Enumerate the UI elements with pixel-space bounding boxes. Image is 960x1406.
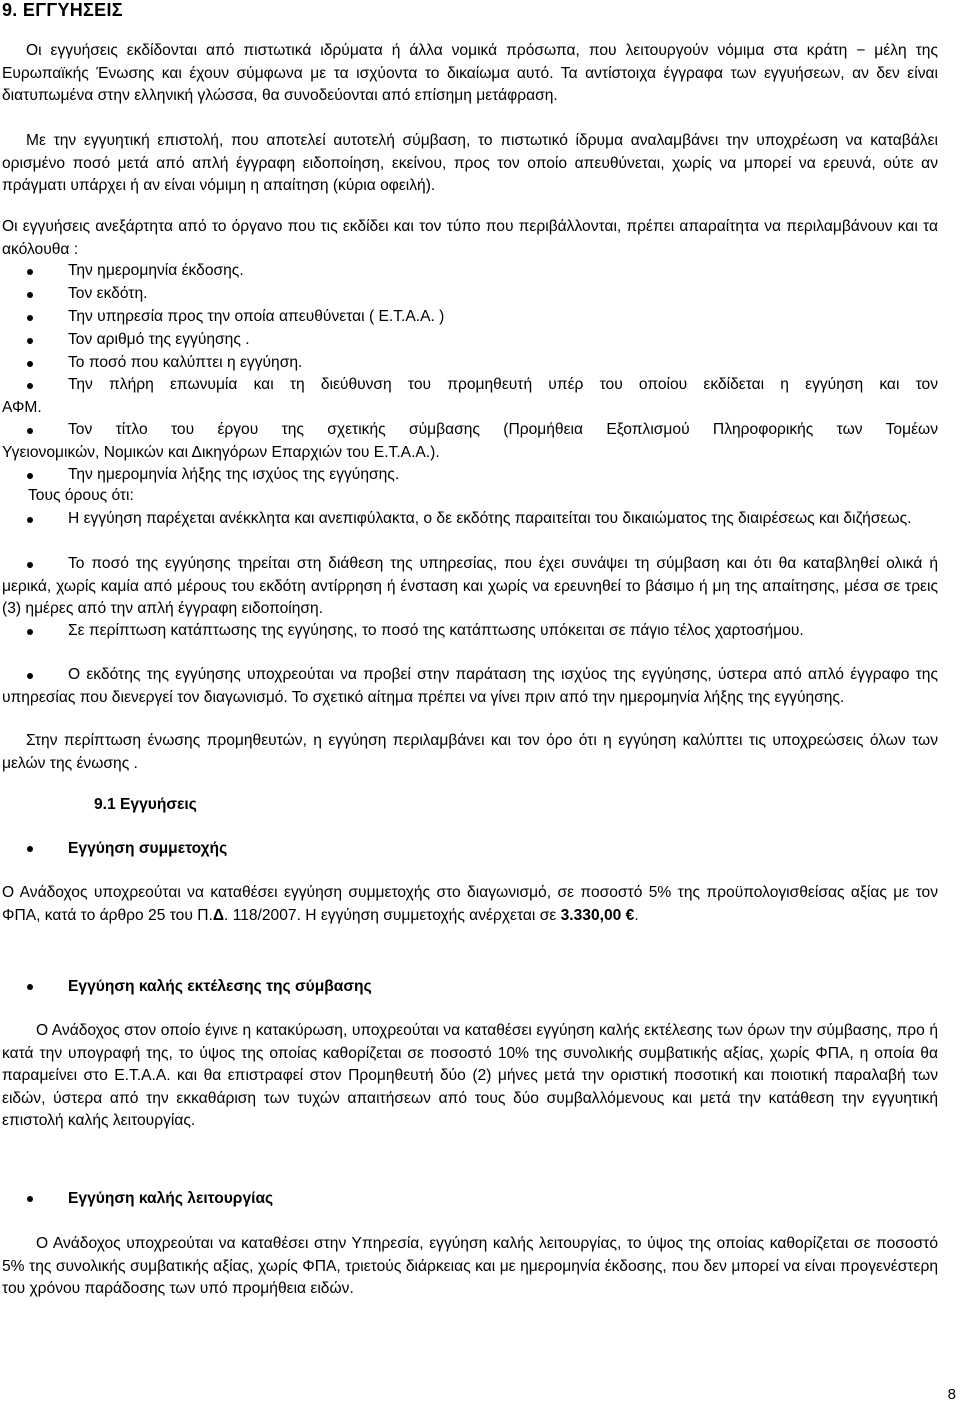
terms-item: Ο εκδότης της εγγύησης υποχρεούται να προβεί στην παράταση της ισχύος της εγγύησης, ύστερα από απλό έγγραφο της υπηρεσίας που διενεργεί τον διαγωνισμό. Το σχετικό αίτημα πρέπει να γίνει πριν από την ημερομηνία λήξης της εγγύησης.: [2, 664, 938, 709]
subsection-heading: 9.1 Εγγυήσεις: [94, 796, 197, 813]
participation-title: Εγγύηση συμμετοχής: [68, 840, 228, 857]
terms-item: Το ποσό της εγγύησης τηρείται στη διάθεση της υπηρεσίας, που έχει συνάψει τη σύμβαση και ότι θα καταβληθεί ολικά ή μερικά, χωρίς καμία από μέρους του εκδότη αντίρρηση ή ένσταση και χωρίς να ερευνηθεί το βάσιμο ή μη της απαίτησης, μέσα σε τρεις (3) ημέρες από την απλή έγγραφη ειδοποίηση.: [2, 553, 938, 621]
bullet-icon: [27, 428, 33, 434]
bullet-icon: [27, 846, 33, 852]
participation-end: .: [634, 906, 639, 924]
terms-item: Σε περίπτωση κατάπτωσης της εγγύησης, το ποσό της κατάπτωσης υπόκειται σε πάγιο τέλος χαρτοσήμου.: [2, 620, 938, 643]
list-item: Την πλήρη επωνυμία και τη διεύθυνση του προμηθευτή υπέρ του οποίου εκδίδεται η εγγύηση και τον: [68, 376, 938, 393]
list-item-continuation: Υγειονομικών, Νομικών και Δικηγόρων Επαρχιών του Ε.Τ.Α.Α.).: [2, 444, 440, 461]
participation-amount: 3.330,00 €: [560, 906, 635, 924]
list-item: Τον αριθμό της εγγύησης .: [2, 329, 938, 352]
list-item: Τον τίτλο του έργου της σχετικής σύμβασης (Προμήθεια Εξοπλισμού Πληροφορικής των Τομέων: [68, 421, 938, 438]
list-item: Τον εκδότη.: [2, 283, 938, 306]
bullet-icon: [27, 383, 33, 389]
operation-paragraph: Ο Ανάδοχος υποχρεούται να καταθέσει στην Υπηρεσία, εγγύηση καλής λειτουργίας, το ύψος της οποίας καθορίζεται σε ποσοστό 5% της συνολικής συμβατικής αξίας, χωρίς ΦΠΑ, τριετούς διάρκειας και με ημερομηνία έκδοσης, που δεν μπορεί να είναι προγενέστερη του χρόνου παράδοσης των υπό προμήθεια ειδών.: [2, 1235, 938, 1298]
list-item: Το ποσό που καλύπτει η εγγύηση.: [2, 352, 938, 375]
intro-paragraph: Οι εγγυήσεις εκδίδονται από πιστωτικά ιδρύματα ή άλλα νομικά πρόσωπα, που λειτουργούν νόμιμα στα κράτη − μέλη της Ευρωπαϊκής Ένωσης και έχουν σύμφωνα με τα ισχύοντα το δικαίωμα αυτό. Τα αντίστοιχα έγγραφα των εγγυήσεων, αν δεν είναι διατυπωμένα στην ελληνική γλώσσα, θα συνοδεύονται από επίσημη μετάφραση.: [2, 42, 938, 105]
participation-text-bold: Δ: [212, 906, 225, 924]
section-heading: 9. ΕΓΓΥΗΣΕΙΣ: [2, 0, 123, 20]
participation-text: Ο Ανάδοχος υποχρεούται να καταθέσει εγγύηση συμμετοχής στο διαγωνισμό, σε ποσοστό 5% της προϋπολογισθείσας αξίας με τον ΦΠΑ, κατά το άρθρο 25 του Π.: [2, 884, 938, 924]
page-number: 8: [947, 1386, 956, 1403]
list-item: Την ημερομηνία έκδοσης.: [2, 260, 938, 283]
terms-item: Η εγγύηση παρέχεται ανέκκλητα και ανεπιφύλακτα, ο δε εκδότης παραιτείται του δικαιώματος της διαιρέσεως και διζήσεως.: [2, 508, 938, 531]
participation-text-after: . 118/2007. Η εγγύηση συμμετοχής ανέρχεται σε: [224, 906, 561, 924]
list-item-continuation: ΑΦΜ.: [2, 399, 42, 416]
list-item: Την υπηρεσία προς την οποία απευθύνεται ( Ε.Τ.Α.Α. ): [2, 306, 938, 329]
letter-paragraph: Με την εγγυητική επιστολή, που αποτελεί αυτοτελή σύμβαση, το πιστωτικό ίδρυμα αναλαμβάνει την υποχρέωση να καταβάλει ορισμένο ποσό μετά από απλή έγγραφη ειδοποίηση, εκείνου, προς τον οποίο απευθύνεται, χωρίς να μπορεί να ερευνά, ούτε αν πράγματι υπάρχει ή αν είναι νόμιμη η απαίτηση (κύρια οφειλή).: [2, 132, 938, 195]
list-item: Την ημερομηνία λήξης της ισχύος της εγγύησης.: [2, 464, 938, 487]
contents-intro-paragraph: Οι εγγυήσεις ανεξάρτητα από το όργανο που τις εκδίδει και τον τύπο που περιβάλλονται, πρέπει απαραίτητα να περιλαμβάνουν και τα ακόλουθα :: [2, 218, 938, 258]
performance-title: Εγγύηση καλής εκτέλεσης της σύμβασης: [68, 978, 372, 995]
terms-intro: Τους όρους ότι:: [28, 487, 134, 504]
bullet-icon: [27, 984, 33, 990]
union-paragraph: Στην περίπτωση ένωσης προμηθευτών, η εγγύηση περιλαμβάνει και τον όρο ότι η εγγύηση καλύπτει τις υποχρεώσεις όλων των μελών της ένωσης .: [2, 732, 938, 772]
operation-title: Εγγύηση καλής λειτουργίας: [68, 1190, 274, 1207]
performance-paragraph: Ο Ανάδοχος στον οποίο έγινε η κατακύρωση, υποχρεούται να καταθέσει εγγύηση καλής εκτέλεσης των όρων την σύμβασης, προ ή κατά την υπογραφή της, το ύψος της οποίας καθορίζεται σε ποσοστό 10% της συνολικής συμβατικής αξίας, χωρίς ΦΠΑ, η οποία θα παραμείνει στο Ε.Τ.Α.Α. και θα επιστραφεί στον Προμηθευτή δύο (2) μήνες μετά την οριστική ποσοτική και ποιοτική παραλαβή των ειδών, ύστερα από την εκκαθάριση των τυχών απαιτήσεων από τους δύο συμβαλλόμενους και μετά την κατάθεση την εγγυητική επιστολή καλής λειτουργίας.: [2, 1022, 938, 1130]
participation-paragraph: [2, 882, 938, 927]
bullet-icon: [27, 1196, 33, 1202]
